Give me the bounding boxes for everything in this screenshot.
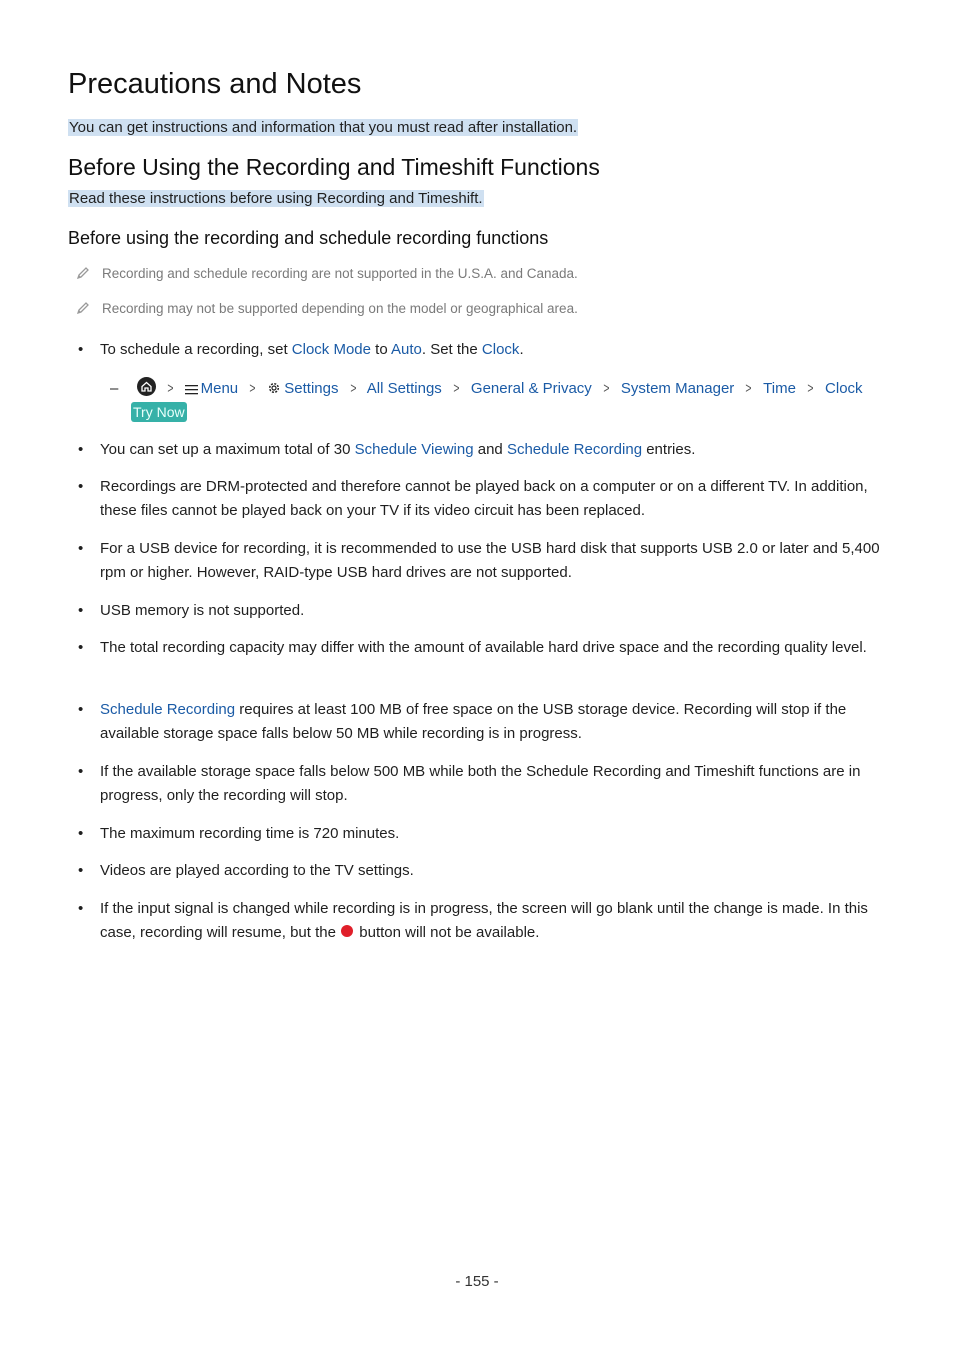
list-item: • For a USB device for recording, it is recommended to use the USB hard disk that supports USB 2.0 or later and 5,400 rpm or higher. However, RAID-type USB hard drives are not supported. [78, 537, 884, 585]
section-title: Before Using the Recording and Timeshift Functions [68, 154, 600, 180]
pencil-note-icon [76, 301, 90, 315]
chevron-right-icon: > [167, 380, 174, 397]
chevron-right-icon: > [453, 380, 460, 397]
bullet-text: If the available storage space falls below 500 MB while both the Schedule Recording and Timeshift functions are in progress, only the recording will stop. [100, 763, 861, 804]
menu-icon [185, 379, 198, 403]
note-text: Recording and schedule recording are not supported in the U.S.A. and Canada. [102, 266, 578, 281]
subsection-title: Before using the recording and schedule recording functions [68, 228, 549, 248]
pencil-note-icon [76, 266, 90, 280]
bullet-text: USB memory is not supported. [100, 602, 305, 619]
bullet-text: . [519, 341, 524, 358]
bullet-text: To schedule a recording, set [100, 341, 292, 358]
list-item: • If the available storage space falls below 500 MB while both the Schedule Recording and Timeshift functions are in progress, only the recording will stop. [78, 760, 884, 808]
page-number: - 155 - [455, 1273, 499, 1290]
page-title: Precautions and Notes [68, 68, 362, 100]
bullet-text: For a USB device for recording, it is recommended to use the USB hard disk that supports USB 2.0 or later and 5,400 rpm or higher. However, RAID-type USB hard drives are not supported. [100, 540, 880, 581]
bullet-text: If the input signal is changed while recording is in progress, the screen will go blank until the change is made. In this case, recording will resume, but the [100, 900, 868, 941]
list-item: • The total recording capacity may differ with the amount of available hard drive space and the recording quality level. [78, 636, 884, 660]
path-clock[interactable]: Clock [825, 380, 863, 397]
chevron-right-icon: > [807, 380, 814, 397]
list-item: • The maximum recording time is 720 minutes. [78, 822, 884, 846]
list-item: • If the input signal is changed while recording is in progress, the screen will go blank until the change is made. In this case, recording will resume, but the button will not be available. [78, 900, 868, 941]
record-button-icon [341, 925, 353, 937]
note-text: Recording may not be supported depending on the model or geographical area. [102, 301, 578, 316]
clock-link[interactable]: Clock [481, 341, 520, 358]
bullet-text: entries. [642, 441, 696, 458]
menu-path [110, 377, 863, 403]
page-intro: You can get instructions and information that you must read after installation. [69, 119, 578, 136]
note-item [76, 301, 578, 316]
auto-link[interactable]: Auto [391, 341, 422, 358]
bullet-text: You can set up a maximum total of 30 [100, 441, 355, 458]
bullet-text: The total recording capacity may differ with the amount of available hard drive space and the recording quality level. [100, 639, 867, 656]
bullet-text: . Set the [421, 341, 482, 358]
bullet-text: and [473, 441, 507, 458]
bullet-text: The maximum recording time is 720 minutes. [100, 825, 400, 842]
try-now-button[interactable]: Try Now [133, 404, 185, 420]
path-settings[interactable]: Settings [284, 380, 339, 397]
schedule-viewing-link[interactable]: Schedule Viewing [354, 441, 474, 458]
home-icon[interactable] [137, 377, 156, 396]
note-item [76, 266, 578, 281]
list-item: • Schedule Recording requires at least 100 MB of free space on the USB storage device. Recording will stop if the available storage space falls below 50 MB while recording is in progress. [78, 701, 847, 742]
clock-mode-link[interactable]: Clock Mode [291, 341, 371, 358]
path-time[interactable]: Time [763, 380, 796, 397]
bullet-text: Videos are played according to the TV settings. [100, 862, 414, 879]
list-item: • You can set up a maximum total of 30 Schedule Viewing and Schedule Recording entries. [78, 441, 696, 458]
list-item: • Videos are played according to the TV settings. [78, 859, 884, 883]
path-menu[interactable]: Menu [200, 380, 239, 397]
bullet-text: requires at least 100 MB of free space on the USB storage device. Recording will stop if the available storage space falls below 50 MB while recording is in progress. [100, 701, 847, 742]
path-system-manager[interactable]: System Manager [620, 380, 735, 397]
chevron-right-icon: > [745, 380, 752, 397]
schedule-recording-link[interactable]: Schedule Recording [506, 441, 643, 458]
bullet-text: to [370, 341, 392, 358]
chevron-right-icon: > [349, 380, 357, 397]
list-item: • Recordings are DRM-protected and therefore cannot be played back on a computer or on a different TV. In addition, these files cannot be played back on your TV if its video circuit has been replaced. [78, 475, 884, 523]
path-dash: – [110, 380, 119, 397]
bullet-text: button will not be available. [355, 924, 540, 941]
schedule-recording-link[interactable]: Schedule Recording [100, 701, 236, 718]
bullet-text: Recordings are DRM-protected and therefore cannot be played back on a computer or on a different TV. In addition, these files cannot be played back on your TV if its video circuit has been replaced. [100, 478, 868, 519]
list-item: • USB memory is not supported. [78, 599, 884, 623]
gear-icon [267, 379, 281, 403]
chevron-right-icon: > [249, 380, 256, 397]
list-item: • To schedule a recording, set Clock Mode to Auto. Set the Clock. [78, 341, 524, 358]
section-intro: Read these instructions before using Recording and Timeshift. [69, 190, 483, 207]
path-all-settings[interactable]: All Settings [366, 380, 442, 397]
path-general-privacy[interactable]: General & Privacy [470, 380, 592, 397]
chevron-right-icon: > [603, 380, 610, 397]
